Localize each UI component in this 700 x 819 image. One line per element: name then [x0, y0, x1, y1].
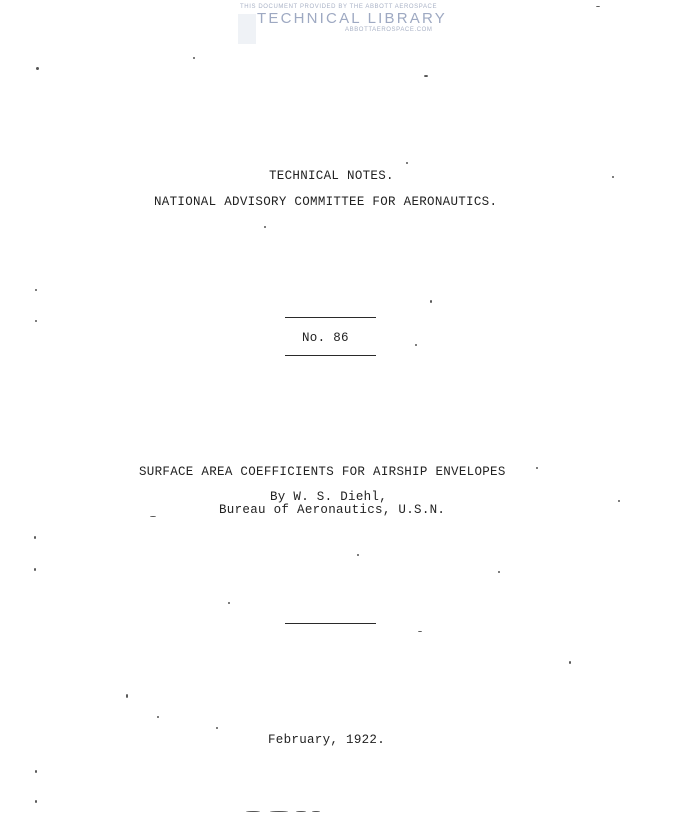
heading-committee: NATIONAL ADVISORY COMMITTEE FOR AERONAUTICS. — [154, 195, 498, 209]
document-date: February, 1922. — [268, 733, 386, 747]
speck — [569, 661, 571, 664]
speck — [424, 75, 428, 77]
speck — [618, 500, 620, 502]
watermark-top-line: THIS DOCUMENT PROVIDED BY THE ABBOTT AEROSPACE — [240, 4, 438, 10]
speck — [415, 344, 417, 346]
document-title: SURFACE AREA COEFFICIENTS FOR AIRSHIP ENVELOPES — [139, 465, 506, 479]
author-byline: By W. S. Diehl, — [270, 490, 388, 504]
rule-above-number — [285, 317, 376, 319]
speck — [536, 467, 538, 469]
speck — [35, 289, 37, 291]
author-affiliation: Bureau of Aeronautics, U.S.N. — [219, 503, 446, 517]
speck — [193, 57, 195, 59]
speck — [270, 811, 288, 812]
speck — [126, 694, 128, 698]
speck — [406, 162, 408, 164]
speck — [296, 811, 306, 812]
speck — [498, 571, 500, 573]
speck — [246, 811, 260, 812]
speck — [35, 800, 37, 803]
rule-above-date — [285, 623, 376, 625]
library-watermark — [0, 2, 700, 42]
speck — [35, 770, 37, 773]
speck — [150, 516, 156, 517]
speck — [228, 602, 230, 604]
rule-below-number — [285, 355, 376, 357]
speck — [35, 320, 37, 322]
speck — [216, 727, 218, 729]
speck — [357, 554, 359, 556]
speck — [36, 67, 39, 70]
speck — [312, 811, 320, 812]
speck — [612, 176, 614, 178]
speck — [34, 568, 36, 571]
heading-technical-notes: TECHNICAL NOTES. — [269, 169, 394, 183]
speck — [418, 631, 422, 632]
speck — [596, 6, 600, 7]
speck — [264, 226, 266, 228]
watermark-url: ABBOTTAEROSPACE.COM — [345, 27, 433, 33]
watermark-title: TECHNICAL LIBRARY — [257, 10, 447, 27]
speck — [430, 300, 432, 303]
note-number: No. 86 — [302, 331, 349, 345]
speck — [34, 536, 36, 539]
watermark-logo — [238, 14, 256, 44]
speck — [157, 716, 159, 718]
